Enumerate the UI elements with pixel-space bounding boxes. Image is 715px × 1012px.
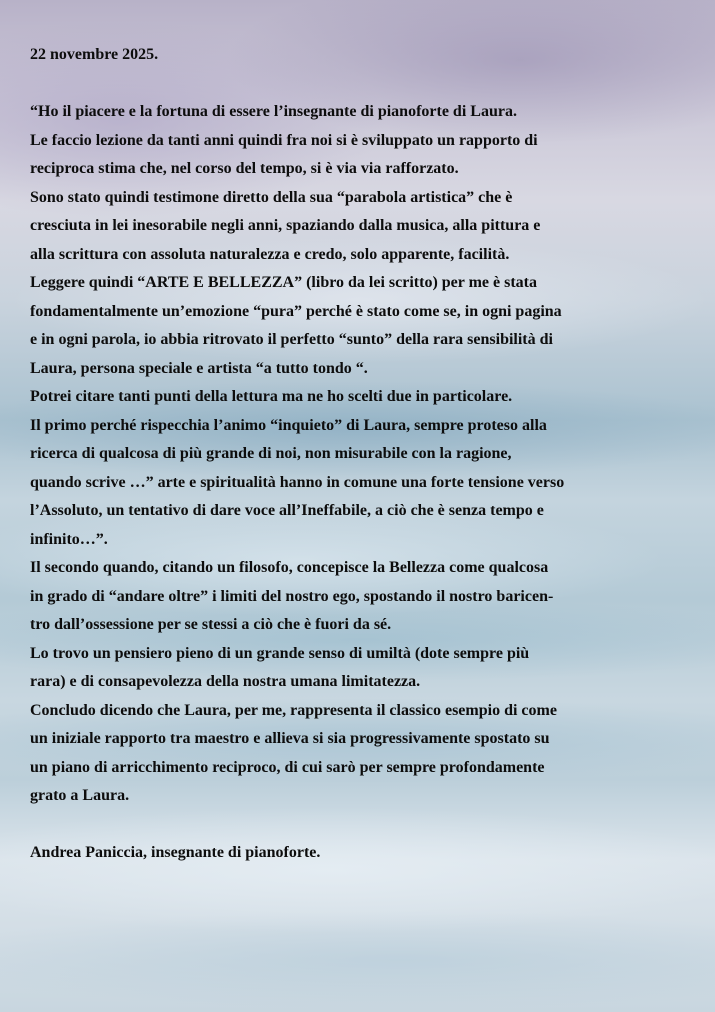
blank-line	[30, 811, 690, 840]
letter-line: Il primo perché rispecchia l’animo “inquieto” di Laura, sempre proteso alla	[30, 416, 547, 434]
letter-line: grato a Laura.	[30, 787, 130, 804]
letter-body	[30, 41, 690, 868]
letter-line: Concludo dicendo che Laura, per me, rappresenta il classico esempio di come	[30, 701, 557, 719]
letter-line: “Ho il piacere e la fortuna di essere l’insegnante di pianoforte di Laura.	[30, 103, 517, 120]
letter-line: ricerca di qualcosa di più grande di noi, non misurabile con la ragione,	[30, 445, 512, 462]
letter-line: Il secondo quando, citando un filosofo, concepisce la Bellezza come qualcosa	[30, 559, 549, 576]
letter-line: in grado di “andare oltre” i limiti del nostro ego, spostando il nostro baricen-	[30, 587, 554, 605]
letter-line: Le faccio lezione da tanti anni quindi fra noi si è sviluppato un rapporto di	[30, 131, 538, 149]
letter-line: Sono stato quindi testimone diretto della sua “parabola artistica” che è	[30, 188, 513, 206]
letter-line: tro dall’ossessione per se stessi a ciò che è fuori da sé.	[30, 616, 392, 633]
letter-line: e in ogni parola, io abbia ritrovato il perfetto “sunto” della rara sensibilità di	[30, 331, 553, 348]
letter-line: un piano di arricchimento reciproco, di cui sarò per sempre profondamente	[30, 758, 545, 776]
letter-line: un iniziale rapporto tra maestro e allieva si sia progressivamente spostato su	[30, 730, 550, 747]
letter-line: Lo trovo un pensiero pieno di un grande senso di umiltà (dote sempre più	[30, 644, 530, 662]
letter-line: cresciuta in lei inesorabile negli anni, spaziando dalla musica, alla pittura e	[30, 217, 541, 234]
letter-line: Potrei citare tanti punti della lettura ma ne ho scelti due in particolare.	[30, 388, 513, 405]
letter-line: Leggere quindi “ARTE E BELLEZZA” (libro da lei scritto) per me è stata	[30, 274, 537, 291]
letter-line: fondamentalmente un’emozione “pura” perché è stato come se, in ogni pagina	[30, 302, 562, 320]
letter-signature: Andrea Paniccia, insegnante di pianoforte.	[30, 844, 321, 861]
letter-line: rara) e di consapevolezza della nostra umana limitatezza.	[30, 673, 421, 690]
letter-line: Laura, persona speciale e artista “a tutto tondo “.	[30, 359, 368, 377]
letter-line: quando scrive …” arte e spiritualità hanno in comune una forte tensione verso	[30, 473, 565, 491]
letter-line: reciproca stima che, nel corso del tempo, si è via via rafforzato.	[30, 160, 459, 177]
letter-date: 22 novembre 2025.	[30, 46, 159, 63]
letter-line: infinito…”.	[30, 530, 108, 548]
letter-line: alla scrittura con assoluta naturalezza e credo, solo apparente, facilità.	[30, 245, 510, 263]
letter-line: l’Assoluto, un tentativo di dare voce all’Ineffabile, a ciò che è senza tempo e	[30, 502, 544, 519]
blank-line	[30, 70, 690, 99]
